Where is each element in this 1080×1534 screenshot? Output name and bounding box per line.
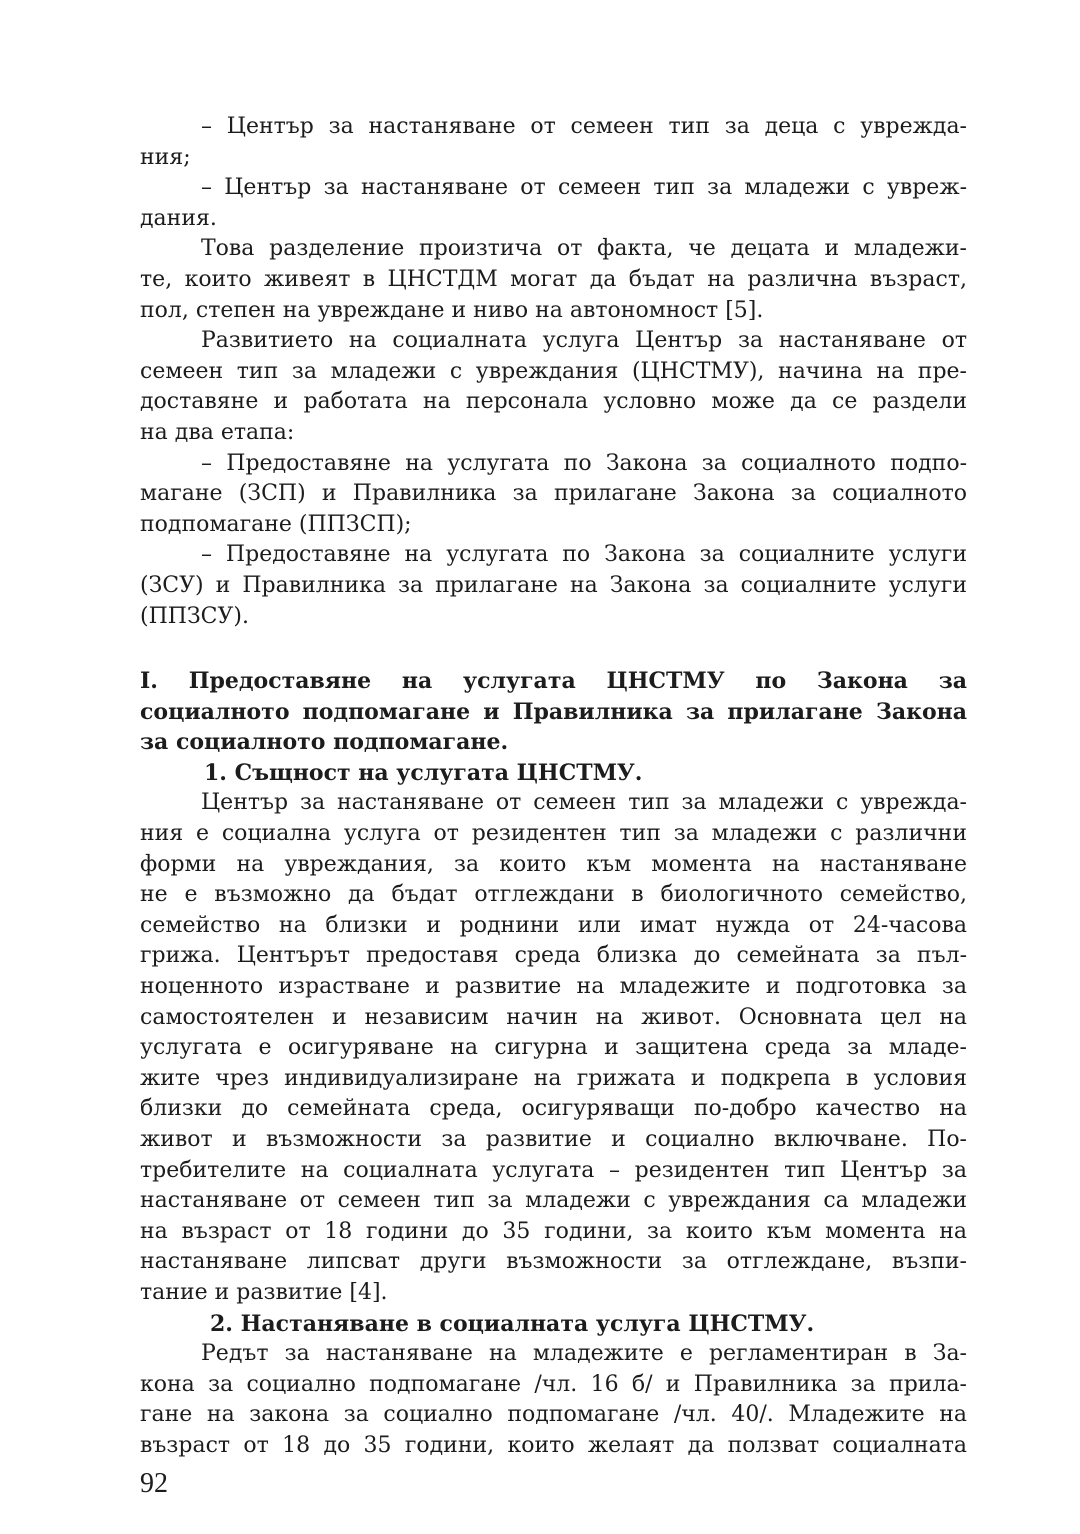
para-division bbox=[140, 234, 967, 326]
text-line: за социалното подпомагане. bbox=[140, 729, 509, 756]
text-line: възраст от 18 до 35 години, които желаят да ползват социалната bbox=[140, 1432, 967, 1458]
text-line: ния; bbox=[140, 144, 191, 170]
text-line: магане (ЗСП) и Правилника за прилагане Закона за социалното bbox=[140, 481, 967, 507]
text-line: (ЗСУ) и Правилника за прилагане на Закона за социалните услуги bbox=[140, 572, 967, 598]
text-line: услугата е осигуряване на сигурна и защитена среда за младе- bbox=[140, 1035, 967, 1061]
text-line: грижа. Центърът предоставя среда близка до семейната за пъл- bbox=[140, 943, 967, 969]
text-line: подпомагане (ППЗСП); bbox=[140, 511, 412, 537]
list-item-youth bbox=[140, 173, 967, 234]
text-line: социалното подпомагане и Правилника за прилагане Закона bbox=[140, 698, 967, 725]
text-line: – Предоставяне на услугата по Закона за социалните услуги bbox=[201, 542, 967, 568]
text-line: Развитието на социалната услуга Център за настаняване от bbox=[201, 328, 967, 354]
text-line: настаняване от семеен тип за младежи с увреждания са младежи bbox=[140, 1188, 967, 1214]
text-line: Това разделение произтича от факта, че децата и младежи- bbox=[201, 236, 967, 262]
page-body bbox=[140, 112, 967, 1462]
text-line: пол, степен на увреждане и ниво на автономност [5]. bbox=[140, 297, 764, 323]
text-line: Редът за настаняване на младежите е регламентиран в За- bbox=[201, 1341, 967, 1367]
text-line: форми на увреждания, за които към момента на настаняване bbox=[140, 851, 967, 877]
list-item-zsu bbox=[140, 540, 967, 632]
text-line: – Център за настаняване от семеен тип за деца с уврежда- bbox=[201, 114, 967, 139]
text-line: семейство на близки и роднини или имат нужда от 24-часова bbox=[140, 912, 967, 938]
text-line: тание и развитие [4]. bbox=[140, 1279, 388, 1305]
text-line: живот и възможности за развитие и социално включване. По- bbox=[140, 1127, 967, 1152]
subsection-2-body bbox=[140, 1339, 967, 1461]
subsection-1-heading: 1. Същност на услугата ЦНСТМУ. bbox=[204, 759, 643, 786]
text-line: Център за настаняване от семеен тип за младежи с увреждa- bbox=[201, 790, 967, 816]
section-heading bbox=[140, 666, 967, 758]
text-line: не е възможно да бъдат отглеждани в биологичното семейство, bbox=[140, 882, 967, 908]
text-line: дания. bbox=[140, 205, 217, 231]
text-line: (ППЗСУ). bbox=[140, 603, 249, 629]
text-line: – Център за настаняване от семеен тип за младежи с увреж- bbox=[201, 175, 967, 201]
text-line: близки до семейната среда, осигуряващи по-добро качество на bbox=[140, 1096, 967, 1122]
text-line: доставяне и работата на персонала условно може да се раздели bbox=[140, 389, 967, 415]
text-line: настаняване липсват други възможности за отглеждане, възпи- bbox=[140, 1249, 967, 1275]
text-line: кона за социално подпомагане /чл. 16 б/ и Правилника за прила- bbox=[140, 1371, 967, 1397]
text-line: требителите на социалната услугата – резидентен тип Център за bbox=[140, 1157, 967, 1183]
list-item-children bbox=[140, 112, 967, 173]
intro-paragraphs bbox=[140, 112, 967, 632]
text-line: – Предоставяне на услугата по Закона за социалното подпо- bbox=[201, 450, 967, 476]
text-line: семеен тип за младежи с увреждания (ЦНСТМУ), начина на пре- bbox=[140, 358, 967, 384]
subsection-2-heading: 2. Настаняване в социалната услуга ЦНСТМУ. bbox=[210, 1310, 815, 1337]
text-line: самостоятелен и независим начин на живот. Основната цел на bbox=[140, 1004, 967, 1030]
page-number: 92 bbox=[140, 1468, 168, 1499]
text-line: I. Предоставяне на услугата ЦНСТМУ по Закона за bbox=[140, 668, 967, 695]
text-line: жите чрез индивидуализиране на грижата и подкрепа в условия bbox=[140, 1065, 967, 1091]
text-line: на възраст от 18 години до 35 години, за които към момента на bbox=[140, 1218, 967, 1244]
text-line: гане на закона за социално подпомагане /чл. 40/. Младежите на bbox=[140, 1402, 967, 1428]
text-line: ния е социална услуга от резидентен тип за младежи с различни bbox=[140, 821, 967, 847]
text-line: ноценното израстване и развитие на младежите и подготовка за bbox=[140, 974, 967, 1000]
section-gap bbox=[140, 632, 967, 666]
text-line: на два етапа: bbox=[140, 419, 295, 445]
text-line: те, които живеят в ЦНСТДМ могат да бъдат на различна възраст, bbox=[140, 266, 967, 292]
para-development bbox=[140, 326, 967, 448]
list-item-zsp bbox=[140, 449, 967, 541]
subsection-1-body bbox=[140, 788, 967, 1308]
